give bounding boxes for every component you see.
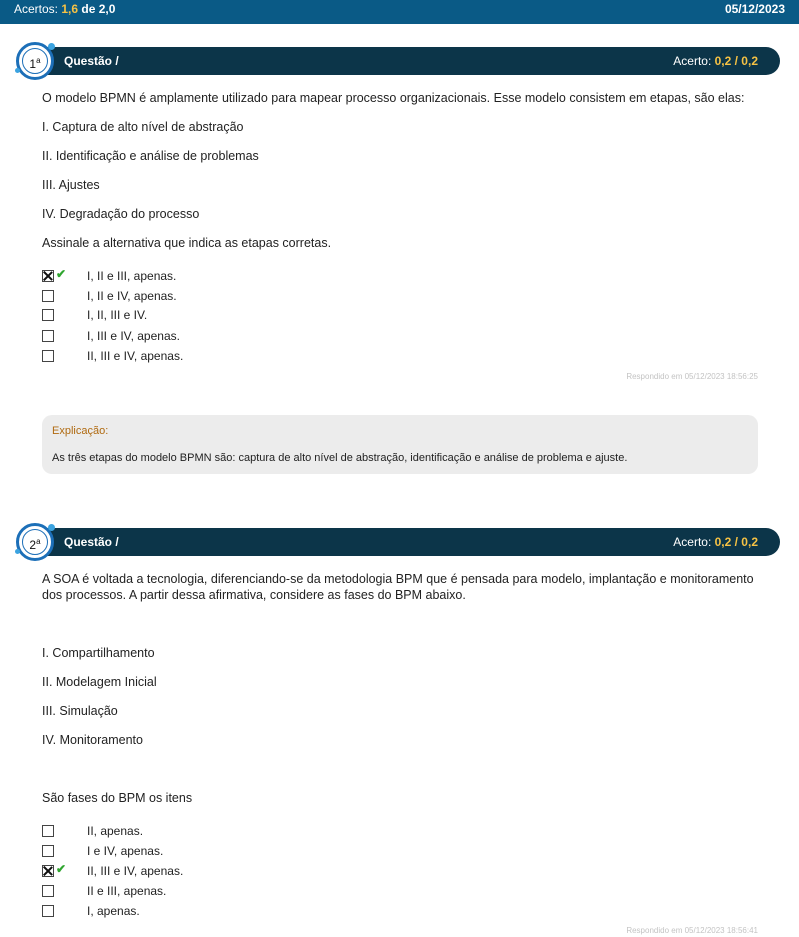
question-2-prompt: São fases do BPM os itens <box>42 791 193 805</box>
question-1-item: I. Captura de alto nível de abstração <box>42 120 244 134</box>
question-1-number-badge <box>16 42 54 80</box>
acerto-label: Acerto: <box>673 535 712 549</box>
option-label: II, III e IV, apenas. <box>87 864 184 878</box>
question-2-statement: A SOA é voltada a tecnologia, diferenciando-se da metodologia BPM que é pensada para modelo, implantação e monitoramento dos processos. A partir dessa afirmativa, considere as fases do BPM abaixo. <box>42 572 754 602</box>
option-label: I, apenas. <box>87 904 140 918</box>
question-2-item: IV. Monitoramento <box>42 733 143 747</box>
check-icon: ✔ <box>56 862 67 876</box>
checked-box-icon[interactable] <box>42 270 54 282</box>
empty-box-icon[interactable] <box>42 290 54 302</box>
option-label: I, II e IV, apenas. <box>87 289 177 303</box>
empty-box-icon[interactable] <box>42 330 54 342</box>
acertos-score: 1,6 <box>61 2 79 16</box>
question-1-item: III. Ajustes <box>42 178 100 192</box>
empty-box-icon[interactable] <box>42 825 54 837</box>
checked-box-icon[interactable] <box>42 865 54 877</box>
question-2-item: I. Compartilhamento <box>42 646 155 660</box>
question-2-number-badge <box>16 523 54 561</box>
question-number: 2 <box>29 538 37 552</box>
option-label: I, III e IV, apenas. <box>87 329 180 343</box>
option-label: II, apenas. <box>87 824 144 838</box>
question-2-answered-at: Respondido em 05/12/2023 18:56:41 <box>626 926 758 935</box>
option-label: II e III, apenas. <box>87 884 167 898</box>
exam-date: 05/12/2023 <box>724 2 785 16</box>
option-label: I, II e III, apenas. <box>87 269 177 283</box>
question-2-title: Questão / <box>64 535 119 549</box>
empty-box-icon[interactable] <box>42 885 54 897</box>
question-2-item: II. Modelagem Inicial <box>42 675 157 689</box>
empty-box-icon[interactable] <box>42 309 54 321</box>
empty-box-icon[interactable] <box>42 905 54 917</box>
question-number-sup: a <box>36 56 41 65</box>
question-1-item: IV. Degradação do processo <box>42 207 200 221</box>
question-2-acerto <box>673 528 758 556</box>
option-label: I, II, III e IV. <box>87 308 148 322</box>
explanation-body: As três etapas do modelo BPMN são: captura de alto nível de abstração, identificação e análise de problema e ajuste. <box>52 452 628 464</box>
acerto-value: 0,2 / 0,2 <box>714 54 758 68</box>
question-1-acerto <box>673 47 758 75</box>
acertos-total: de 2,0 <box>81 2 116 16</box>
question-number-sup: a <box>36 537 41 546</box>
top-bar <box>0 0 799 24</box>
question-1-header <box>42 47 780 75</box>
question-2-header <box>42 528 780 556</box>
explanation-box <box>42 415 758 474</box>
acertos-summary <box>14 0 115 18</box>
question-number: 1 <box>29 57 37 71</box>
check-icon: ✔ <box>56 267 67 281</box>
option-label: II, III e IV, apenas. <box>87 349 184 363</box>
question-1-prompt: Assinale a alternativa que indica as etapas corretas. <box>42 236 332 250</box>
explanation-title: Explicação: <box>52 425 109 437</box>
question-1-statement: O modelo BPMN é amplamente utilizado para mapear processo organizacionais. Esse modelo consistem em etapas, são elas: <box>42 91 745 105</box>
empty-box-icon[interactable] <box>42 350 54 362</box>
option-label: I e IV, apenas. <box>87 844 164 858</box>
acerto-value: 0,2 / 0,2 <box>714 535 758 549</box>
empty-box-icon[interactable] <box>42 845 54 857</box>
acerto-label: Acerto: <box>673 54 712 68</box>
question-1-title: Questão / <box>64 54 119 68</box>
question-2-item: III. Simulação <box>42 704 118 718</box>
question-1-item: II. Identificação e análise de problemas <box>42 149 259 163</box>
question-1-answered-at: Respondido em 05/12/2023 18:56:25 <box>626 372 758 381</box>
acertos-label: Acertos: <box>14 2 59 16</box>
